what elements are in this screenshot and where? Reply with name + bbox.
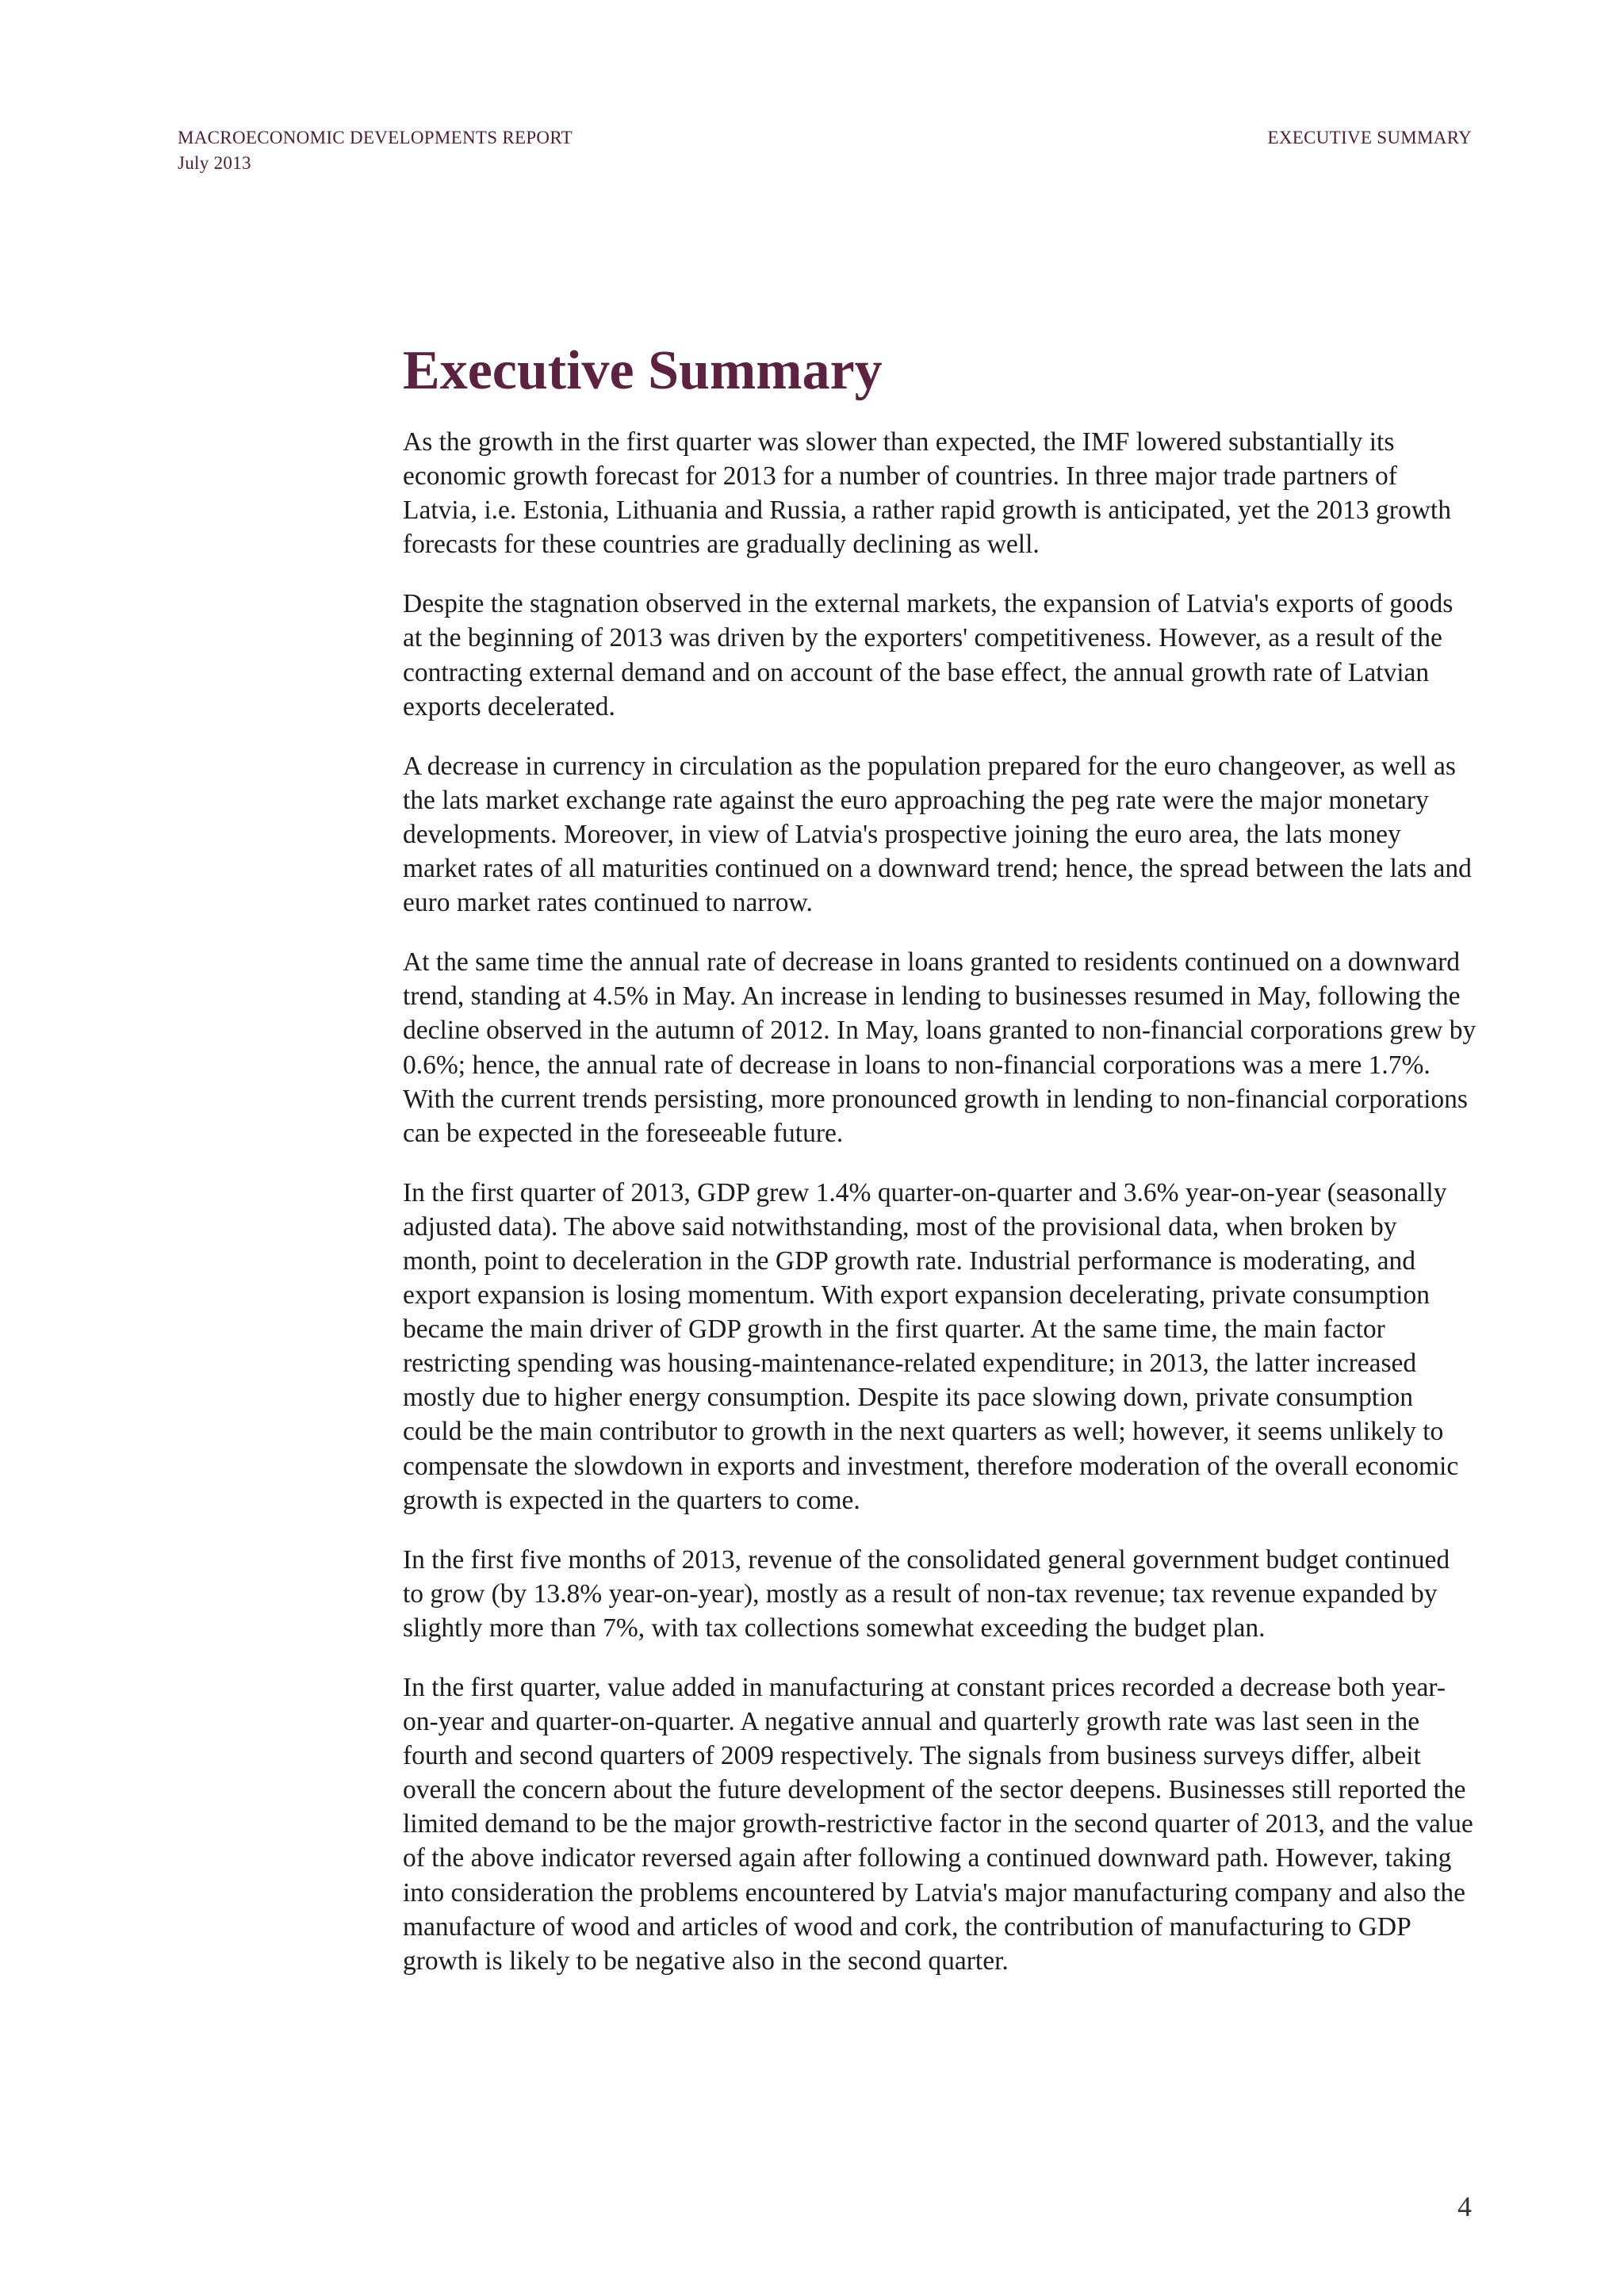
section-name: EXECUTIVE SUMMARY: [1267, 128, 1472, 147]
page-number: 4: [1457, 2191, 1472, 2222]
paragraph-budget: In the first five months of 2013, revenue of the consolidated general government budget continued to grow (by 13.8% year-on-year), mostly as a result of non-tax revenue; tax revenue expanded by slightly more than 7%, with tax collections somewhat exceeding the budget plan.: [403, 1544, 1450, 1643]
header-left: [178, 125, 573, 176]
paragraph-imf-forecast: As the growth in the first quarter was slower than expected, the IMF lowered substantially its economic growth forecast for 2013 for a number of countries. In three major trade partners of Latvia, i.e. Estonia, Lithuania and Russia, a rather rapid growth is anticipated, yet the 2013 growth forecasts for these countries are gradually declining as well.: [403, 427, 1451, 560]
paragraph-monetary: A decrease in currency in circulation as the population prepared for the euro changeover, as well as the lats market exchange rate against the euro approaching the peg rate were the major monetary developments. Moreover, in view of Latvia's prospective joining the euro area, the lats money market rates of all maturities continued on a downward trend; hence, the spread between the lats and euro market rates continued to narrow.: [403, 751, 1472, 918]
page-title: Executive Summary: [403, 340, 883, 401]
header-right: [1268, 125, 1472, 151]
report-title: MACROECONOMIC DEVELOPMENTS REPORT: [178, 128, 573, 147]
paragraph-exports: Despite the stagnation observed in the external markets, the expansion of Latvia's exports of goods at the beginning of 2013 was driven by the exporters' competitiveness. However, as a result of the contracting external demand and on account of the base effect, the annual growth rate of Latvian exports decelerated.: [403, 589, 1454, 721]
main-content: [403, 333, 1477, 2003]
paragraph-loans: At the same time the annual rate of decrease in loans granted to residents continued on a downward trend, standing at 4.5% in May. An increase in lending to businesses resumed in May, following the decline observed in the autumn of 2012. In May, loans granted to non-financial corporations grew by 0.6%; hence, the annual rate of decrease in loans to non-financial corporations was a mere 1.7%. With the current trends persisting, more pronounced growth in lending to non-financial corporations can be expected in the foreseeable future.: [403, 947, 1477, 1148]
paragraph-manufacturing: In the first quarter, value added in manufacturing at constant prices recorded a decrease both year-on-year and quarter-on-quarter. A negative annual and quarterly growth rate was last seen in the fourth and second quarters of 2009 respectively. The signals from business surveys differ, albeit overall the concern about the future development of the sector deepens. Businesses still reported the limited demand to be the major growth-restrictive factor in the second quarter of 2013, and the value of the above indicator reversed again after following a continued downward path. However, taking into consideration the problems encountered by Latvia's major manufacturing company and also the manufacture of wood and articles of wood and cork, the contribution of manufacturing to GDP growth is likely to be negative also in the second quarter.: [403, 1673, 1473, 1976]
paragraph-gdp: In the first quarter of 2013, GDP grew 1.4% quarter-on-quarter and 3.6% year-on-year (seasonally adjusted data). The above said notwithstanding, most of the provisional data, when broken by month, point to deceleration in the GDP growth rate. Industrial performance is moderating, and export expansion is losing momentum. With export expansion decelerating, private consumption became the main driver of GDP growth in the first quarter. At the same time, the main factor restricting spending was housing-maintenance-related expenditure; in 2013, the latter increased mostly due to higher energy consumption. Despite its pace slowing down, private consumption could be the main contributor to growth in the next quarters as well; however, it seems unlikely to compensate the slowdown in exports and investment, therefore moderation of the overall economic growth is expected in the quarters to come.: [403, 1177, 1459, 1515]
report-date: July 2013: [178, 153, 251, 173]
